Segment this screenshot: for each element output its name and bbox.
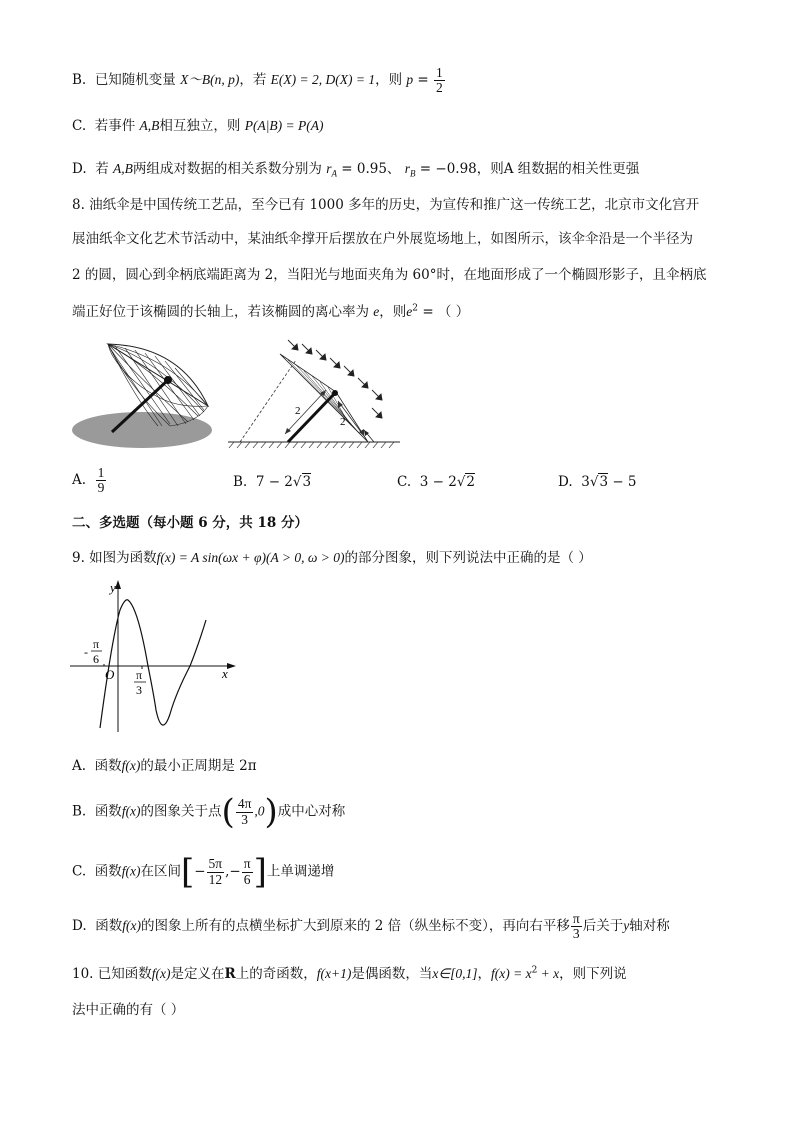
q8-option-c: C. 3 − 2√2 — [397, 474, 476, 490]
q8-stem-line-1: 8. 油纸伞是中国传统工艺品，至今已有 1000 多年的历史，为宣传和推广这一传统工艺，北京市文化宫开 — [72, 197, 700, 213]
y-axis-label: y — [110, 580, 116, 595]
umbrella-shadow-diagram — [228, 338, 408, 453]
q8-stem-line-3: 2 的圆，圆心到伞柄底端距离为 2，当阳光与地面夹角为 60°时，在地面形成了一个椭圆形影子，且伞柄底 — [72, 267, 707, 283]
q9-option-d: D. 函数f(x)的图象上所有的点横坐标扩大到原来的 2 倍（纵坐标不变），再向右平移 $\frac{\pi}{3}$ 后关于y轴对称 — [72, 911, 670, 942]
fraction-one-half: $\frac{1}{2}$ — [436, 65, 443, 96]
x-axis-label: x — [222, 666, 228, 681]
neg-tick-minus: - — [84, 645, 88, 659]
q9-option-a: A. 函数f(x)的最小正周期是 2π — [72, 758, 257, 774]
q7-option-d: D. 若 A,B两组成对数据的相关系数分别为 $r_A = 0.95$、 $r_B = -0.98$，则A 组数据的相关性更强 — [72, 161, 640, 179]
q9-option-c: C. 函数f(x)在区间[− $\frac{5\pi}{12}$ ,− $\frac{\pi}{6}$ ]上单调递增 — [72, 852, 335, 892]
neg-tick-numerator: π — [93, 637, 100, 651]
q9-option-b: B. 函数f(x)的图象关于点( $\frac{4\pi}{3}$ ,0)成中心对称 — [72, 792, 346, 832]
q8-stem-line-2: 展油纸伞文化艺术节活动中，某油纸伞撑开后摆放在户外展览场地上，如图所示，该伞伞沿是一个半径为 — [72, 231, 693, 247]
q7-option-c: C. 若事件 A,B相互独立，则 P(A|B) = P(A) — [72, 118, 324, 134]
radius-label-2-right: 2 — [340, 416, 346, 428]
neg-tick-denominator: 6 — [93, 652, 99, 666]
radius-label-2-left: 2 — [295, 405, 301, 417]
q10-stem-line-2: 法中正确的有（ ） — [72, 1002, 185, 1018]
q8-option-d: D. 3√3 − 5 — [558, 474, 637, 490]
q9-stem: 9. 如图为函数f(x) = A sin(ωx + φ)(A > 0, ω > 0)的部分图象，则下列说法中正确的是（ ） — [72, 550, 592, 566]
umbrella-illustration — [70, 338, 215, 453]
q8-stem-line-4: 端正好位于该椭圆的长轴上，若该椭圆的离心率为 e，则$e^2$ = （ ） — [72, 303, 470, 320]
pos-tick-denominator: 3 — [136, 683, 142, 697]
q10-stem-line-1: 10. 已知函数f(x)是定义在R上的奇函数，f(x+1)是偶函数，当x∈[0,1]，$f(x) = x^2 + x$，则下列说 — [72, 965, 627, 982]
origin-label: O — [105, 667, 115, 682]
pos-tick-numerator: π — [136, 668, 143, 682]
sine-function-graph — [70, 578, 240, 736]
section-title-multiple-choice: 二、多选题（每小题 6 分，共 18 分） — [72, 515, 308, 531]
q7-option-b: B. 已知随机变量 X～B(n, p)，若 E(X) = 2, D(X) = 1，则 p = $\frac{1}{2}$ — [72, 65, 443, 96]
q8-option-b: B. 7 − 2√3 — [233, 474, 312, 490]
q8-option-a: A. $\frac{1}{9}$ — [72, 465, 105, 496]
